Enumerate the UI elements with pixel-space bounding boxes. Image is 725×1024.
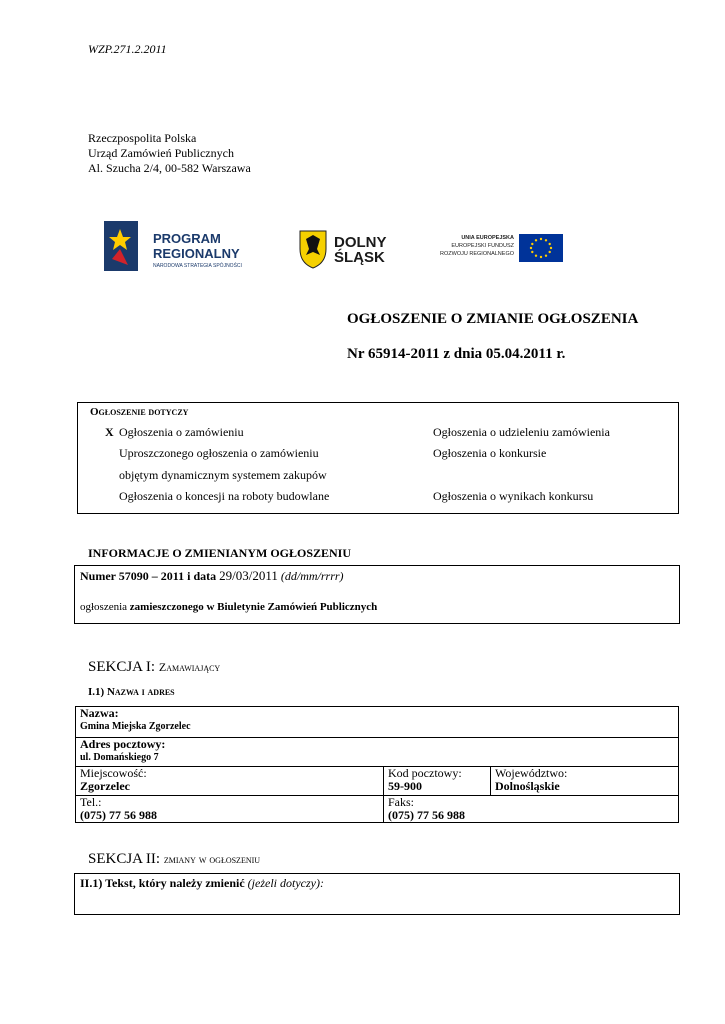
section2-heading bbox=[88, 851, 260, 868]
program-title-2: REGIONALNY bbox=[153, 246, 240, 261]
reference-number: WZP.271.2.2011 bbox=[88, 42, 167, 56]
postal-label: Kod pocztowy: bbox=[388, 766, 462, 780]
section1-subheading bbox=[88, 686, 175, 698]
program-regionalny-logo bbox=[90, 205, 568, 289]
address-cell bbox=[76, 738, 679, 767]
table-row bbox=[76, 796, 679, 823]
option-award-notice[interactable]: Ogłoszenia o udzieleniu zamówienia bbox=[433, 425, 610, 439]
postal-value: 59-900 bbox=[388, 779, 422, 793]
option-simplified-notice-cont: objętym dynamicznym systemem zakupów bbox=[119, 468, 327, 482]
dolny-title-1: DOLNY bbox=[334, 234, 387, 251]
dolny-title-2: ŚLĄSK bbox=[334, 249, 385, 266]
document-number: Nr 65914-2011 z dnia 05.04.2011 r. bbox=[347, 346, 566, 362]
document-title: OGŁOSZENIE O ZMIANIE OGŁOSZENIA bbox=[347, 311, 639, 327]
tel-cell bbox=[76, 796, 384, 823]
notice-concerning-box bbox=[77, 402, 679, 514]
eu-text-2: EUROPEJSKI FUNDUSZ bbox=[451, 243, 514, 249]
sub-title: Nazwa i adres bbox=[106, 686, 175, 698]
option-simplified-notice[interactable]: Uproszczonego ogłoszenia o zamówieniu bbox=[119, 446, 319, 460]
recipient-address bbox=[88, 131, 251, 176]
published-line bbox=[80, 601, 377, 613]
date-format: (dd/mm/rrrr) bbox=[280, 569, 344, 583]
recipient-line: Rzeczpospolita Polska bbox=[88, 131, 197, 145]
changed-notice-header: INFORMACJE O ZMIENIANYM OGŁOSZENIU bbox=[88, 546, 352, 560]
sub-label: I.1) bbox=[88, 686, 105, 698]
notice-number: Numer 57090 – 2011 i data bbox=[80, 569, 217, 583]
item-bold: II.1) Tekst, który należy zmienić bbox=[80, 876, 245, 890]
name-value: Gmina Miejska Zgorzelec bbox=[80, 721, 191, 732]
option-contest-results[interactable]: Ogłoszenia o wynikach konkursu bbox=[433, 489, 594, 503]
region-cell bbox=[491, 767, 679, 796]
program-title-1: PROGRAM bbox=[153, 231, 221, 246]
section2-title: zmiany w ogłoszeniu bbox=[163, 852, 261, 866]
text-to-change-box bbox=[74, 873, 680, 915]
recipient-line: Urząd Zamówień Publicznych bbox=[88, 146, 234, 160]
section2-label: SEKCJA II: bbox=[88, 851, 161, 867]
name-cell bbox=[76, 707, 679, 738]
region-value: Dolnośląskie bbox=[495, 779, 560, 793]
eu-text-3: ROZWOJU REGIONALNEGO bbox=[440, 251, 514, 257]
tel-label: Tel.: bbox=[80, 795, 102, 809]
fax-cell bbox=[384, 796, 679, 823]
tel-value: (075) 77 56 988 bbox=[80, 808, 157, 822]
published-prefix: ogłoszenia bbox=[80, 601, 128, 613]
option-concession-notice[interactable]: Ogłoszenia o koncesji na roboty budowlane bbox=[119, 489, 330, 503]
section1-label: SEKCJA I: bbox=[88, 659, 156, 675]
program-emblem-shape bbox=[104, 221, 138, 271]
option-order-notice[interactable]: Ogłoszenia o zamówieniu bbox=[119, 425, 244, 439]
fax-label: Faks: bbox=[388, 795, 415, 809]
table-row bbox=[76, 738, 679, 767]
text-to-change-label bbox=[80, 876, 324, 891]
selected-checkmark: X bbox=[105, 425, 114, 439]
option-contest-notice[interactable]: Ogłoszenia o konkursie bbox=[433, 446, 547, 460]
section1-heading bbox=[88, 659, 220, 676]
notice-date: 29/03/2011 bbox=[219, 568, 278, 583]
logos-strip bbox=[90, 205, 568, 289]
city-value: Zgorzelec bbox=[80, 779, 130, 793]
eu-text-1: UNIA EUROPEJSKA bbox=[461, 235, 514, 241]
section1-title: Zamawiający bbox=[158, 660, 221, 674]
table-row bbox=[76, 767, 679, 796]
changed-notice-box bbox=[74, 565, 680, 624]
recipient-line: Al. Szucha 2/4, 00-582 Warszawa bbox=[88, 161, 251, 175]
changed-notice-number-line bbox=[80, 568, 344, 584]
fax-value: (075) 77 56 988 bbox=[388, 808, 465, 822]
address-value: ul. Domańskiego 7 bbox=[80, 752, 159, 763]
name-label: Nazwa: bbox=[80, 706, 119, 720]
table-row bbox=[76, 707, 679, 738]
address-label: Adres pocztowy: bbox=[80, 737, 166, 751]
published-rest: zamieszczonego w Biuletynie Zamówień Publicznych bbox=[129, 601, 378, 613]
region-label: Województwo: bbox=[495, 766, 568, 780]
program-subtitle: NARODOWA STRATEGIA SPÓJNOŚCI bbox=[153, 263, 242, 269]
concerning-header: Ogłoszenie dotyczy bbox=[90, 406, 189, 418]
item-italic: (jeżeli dotyczy): bbox=[247, 876, 324, 890]
city-cell bbox=[76, 767, 384, 796]
contracting-authority-table bbox=[75, 706, 679, 823]
postal-cell bbox=[384, 767, 491, 796]
eagle-icon bbox=[306, 235, 320, 255]
city-label: Miejscowość: bbox=[80, 766, 147, 780]
